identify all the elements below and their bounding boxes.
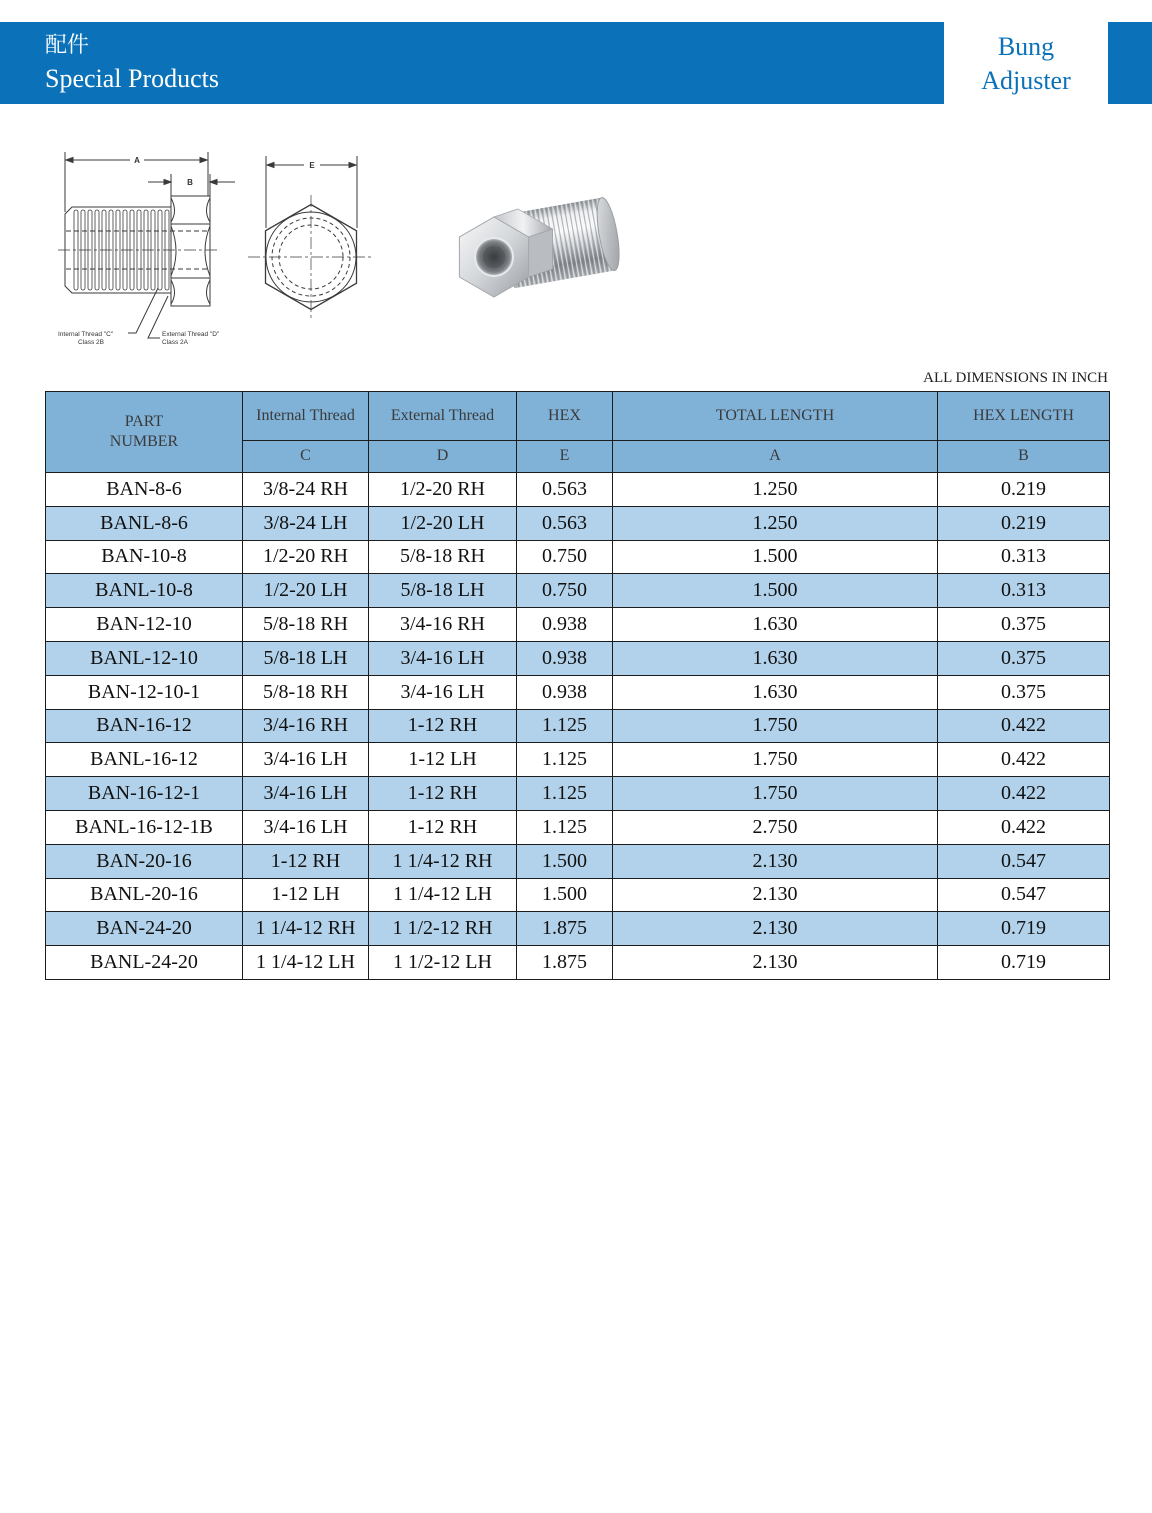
hex-length-cell: 0.719 <box>938 912 1110 946</box>
table-row <box>46 946 1110 980</box>
total-length-cell: 2.130 <box>613 844 938 878</box>
hex-cell: 1.125 <box>517 709 613 743</box>
section-title-cn: 配件 <box>45 32 90 57</box>
product-title-line2: Adjuster <box>981 66 1071 95</box>
table-row <box>46 641 1110 675</box>
internal-thread-cell: 1-12 LH <box>243 878 369 912</box>
table-row <box>46 777 1110 811</box>
hex-side <box>171 196 210 306</box>
internal-thread-cell: 5/8-18 RH <box>243 675 369 709</box>
total-length-cell: 1.630 <box>613 675 938 709</box>
part-number-cell: BAN-8-6 <box>46 473 243 507</box>
table-row <box>46 473 1110 507</box>
table-row <box>46 608 1110 642</box>
external-thread-cell: 1 1/4-12 RH <box>369 844 517 878</box>
column-header-total-length: TOTAL LENGTH <box>613 392 938 441</box>
column-code-e: E <box>517 440 613 473</box>
table-row <box>46 540 1110 574</box>
spec-table <box>45 391 1110 980</box>
external-thread-cell: 1-12 LH <box>369 743 517 777</box>
column-code-d: D <box>369 440 517 473</box>
part-number-header <box>46 392 243 473</box>
total-length-cell: 1.500 <box>613 574 938 608</box>
hex-cell: 1.875 <box>517 912 613 946</box>
external-thread-cell: 1-12 RH <box>369 810 517 844</box>
units-note: ALL DIMENSIONS IN INCH <box>923 370 1108 386</box>
hex-length-cell: 0.547 <box>938 844 1110 878</box>
hex-cell: 1.125 <box>517 743 613 777</box>
total-length-cell: 2.130 <box>613 946 938 980</box>
header-band <box>0 22 944 104</box>
internal-thread-cell: 3/4-16 LH <box>243 743 369 777</box>
table-header-row <box>46 392 1110 441</box>
internal-thread-cell: 3/4-16 LH <box>243 777 369 811</box>
part-number-header-label: PART NUMBER <box>109 413 179 450</box>
hex-cell: 0.563 <box>517 473 613 507</box>
part-number-cell: BANL-10-8 <box>46 574 243 608</box>
column-code-a: A <box>613 440 938 473</box>
column-code-b: B <box>938 440 1110 473</box>
header-accent-bar <box>1108 22 1152 104</box>
part-number-cell: BAN-12-10-1 <box>46 675 243 709</box>
external-thread-class: Class 2A <box>162 339 189 346</box>
internal-thread-cell: 5/8-18 RH <box>243 608 369 642</box>
external-thread-note: External Thread "D" <box>162 331 220 338</box>
part-number-cell: BAN-24-20 <box>46 912 243 946</box>
total-length-cell: 1.750 <box>613 709 938 743</box>
part-number-cell: BANL-12-10 <box>46 641 243 675</box>
internal-thread-cell: 1-12 RH <box>243 844 369 878</box>
hex-length-cell: 0.375 <box>938 608 1110 642</box>
external-thread-cell: 3/4-16 LH <box>369 641 517 675</box>
hex-length-cell: 0.422 <box>938 810 1110 844</box>
hex-cell: 1.125 <box>517 777 613 811</box>
table-row <box>46 675 1110 709</box>
column-code-c: C <box>243 440 369 473</box>
part-number-cell: BAN-16-12 <box>46 709 243 743</box>
hex-length-cell: 0.719 <box>938 946 1110 980</box>
hex-cell: 1.500 <box>517 844 613 878</box>
external-thread-cell: 5/8-18 LH <box>369 574 517 608</box>
section-title-en: Special Products <box>45 64 220 93</box>
dimension-e-label: E <box>309 161 315 170</box>
product-photo <box>459 196 623 297</box>
part-number-cell: BAN-20-16 <box>46 844 243 878</box>
external-thread-cell: 3/4-16 LH <box>369 675 517 709</box>
total-length-cell: 1.630 <box>613 608 938 642</box>
external-thread-cell: 1 1/4-12 LH <box>369 878 517 912</box>
internal-thread-cell: 3/8-24 LH <box>243 506 369 540</box>
hex-length-cell: 0.422 <box>938 777 1110 811</box>
external-thread-cell: 1 1/2-12 RH <box>369 912 517 946</box>
hex-length-cell: 0.219 <box>938 473 1110 507</box>
total-length-cell: 2.750 <box>613 810 938 844</box>
table-row <box>46 844 1110 878</box>
dimension-a-label: A <box>134 156 140 165</box>
internal-thread-cell: 1 1/4-12 RH <box>243 912 369 946</box>
column-header-external-thread: External Thread <box>369 392 517 441</box>
total-length-cell: 2.130 <box>613 878 938 912</box>
hex-length-cell: 0.375 <box>938 675 1110 709</box>
part-number-cell: BANL-16-12-1B <box>46 810 243 844</box>
total-length-cell: 1.630 <box>613 641 938 675</box>
hex-cell: 0.563 <box>517 506 613 540</box>
part-number-cell: BAN-12-10 <box>46 608 243 642</box>
hex-cell: 1.125 <box>517 810 613 844</box>
external-thread-cell: 5/8-18 RH <box>369 540 517 574</box>
internal-thread-note: Internal Thread "C" <box>58 331 114 338</box>
table-header <box>46 392 1110 473</box>
external-thread-cell: 1 1/2-12 LH <box>369 946 517 980</box>
hex-length-cell: 0.313 <box>938 574 1110 608</box>
internal-thread-cell: 1/2-20 LH <box>243 574 369 608</box>
column-header-hex-length: HEX LENGTH <box>938 392 1110 441</box>
hex-length-cell: 0.219 <box>938 506 1110 540</box>
product-figures <box>0 140 640 360</box>
hex-cell: 0.750 <box>517 540 613 574</box>
internal-thread-cell: 3/4-16 RH <box>243 709 369 743</box>
hex-length-cell: 0.375 <box>938 641 1110 675</box>
total-length-cell: 1.250 <box>613 506 938 540</box>
part-number-cell: BANL-20-16 <box>46 878 243 912</box>
hex-cell: 0.938 <box>517 641 613 675</box>
external-thread-cell: 1-12 RH <box>369 777 517 811</box>
table-row <box>46 912 1110 946</box>
part-number-cell: BANL-16-12 <box>46 743 243 777</box>
internal-thread-cell: 1 1/4-12 LH <box>243 946 369 980</box>
part-number-cell: BANL-8-6 <box>46 506 243 540</box>
table-row <box>46 709 1110 743</box>
external-thread-cell: 3/4-16 RH <box>369 608 517 642</box>
side-view-drawing <box>58 152 235 346</box>
hex-length-cell: 0.547 <box>938 878 1110 912</box>
product-title <box>944 30 1108 98</box>
internal-thread-cell: 3/4-16 LH <box>243 810 369 844</box>
part-number-cell: BAN-10-8 <box>46 540 243 574</box>
hex-cell: 0.938 <box>517 608 613 642</box>
total-length-cell: 2.130 <box>613 912 938 946</box>
hex-length-cell: 0.422 <box>938 743 1110 777</box>
hex-length-cell: 0.313 <box>938 540 1110 574</box>
front-view-drawing <box>248 156 374 320</box>
total-length-cell: 1.750 <box>613 743 938 777</box>
table-row <box>46 743 1110 777</box>
internal-thread-cell: 5/8-18 LH <box>243 641 369 675</box>
column-header-hex: HEX <box>517 392 613 441</box>
table-row <box>46 878 1110 912</box>
table-row <box>46 810 1110 844</box>
column-header-internal-thread: Internal Thread <box>243 392 369 441</box>
hex-cell: 0.938 <box>517 675 613 709</box>
hex-cell: 0.750 <box>517 574 613 608</box>
table-row <box>46 574 1110 608</box>
hex-length-cell: 0.422 <box>938 709 1110 743</box>
external-thread-cell: 1/2-20 LH <box>369 506 517 540</box>
external-thread-cell: 1/2-20 RH <box>369 473 517 507</box>
external-thread-cell: 1-12 RH <box>369 709 517 743</box>
part-number-cell: BAN-16-12-1 <box>46 777 243 811</box>
product-title-line1: Bung <box>997 32 1055 61</box>
part-number-cell: BANL-24-20 <box>46 946 243 980</box>
total-length-cell: 1.500 <box>613 540 938 574</box>
total-length-cell: 1.750 <box>613 777 938 811</box>
internal-thread-cell: 1/2-20 RH <box>243 540 369 574</box>
internal-thread-class: Class 2B <box>78 339 105 346</box>
table-row <box>46 506 1110 540</box>
dimension-b-label: B <box>187 178 193 187</box>
total-length-cell: 1.250 <box>613 473 938 507</box>
hex-cell: 1.875 <box>517 946 613 980</box>
internal-thread-cell: 3/8-24 RH <box>243 473 369 507</box>
hex-cell: 1.500 <box>517 878 613 912</box>
spec-table-body <box>46 473 1110 980</box>
